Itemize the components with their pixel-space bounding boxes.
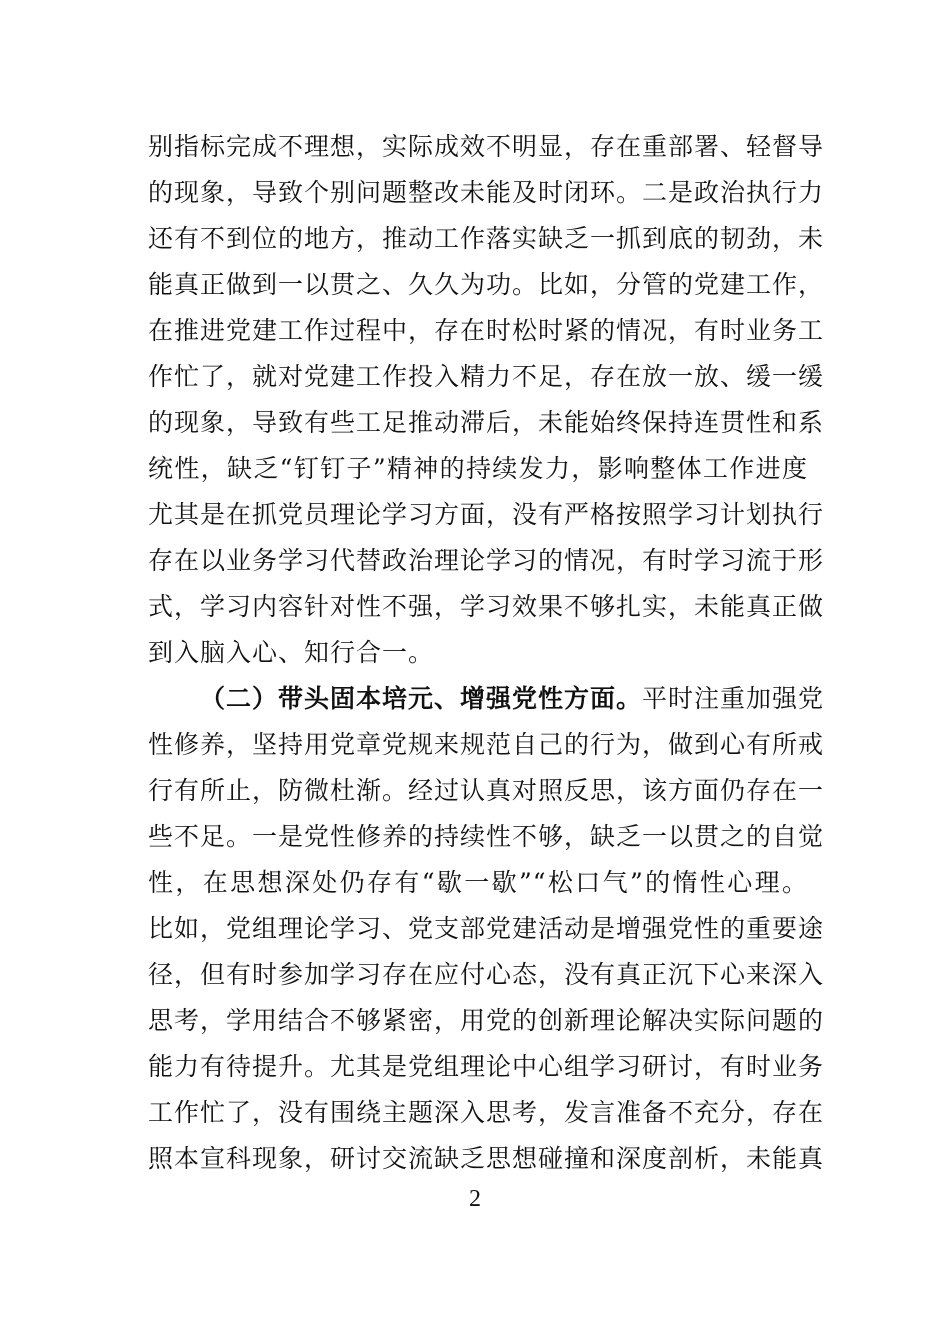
paragraph-line: 尤其是在抓党员理论学习方面，没有严格按照学习计划执行	[148, 500, 825, 529]
paragraph-line: 作忙了，就对党建工作投入精力不足，存在放一放、缓一缓	[148, 362, 825, 391]
page-number: 2	[469, 1186, 481, 1212]
paragraph-1	[148, 124, 825, 676]
section-heading: （二）带头固本培元、增强党性方面。	[200, 684, 643, 713]
paragraph-line: 些不足。一是党性修养的持续性不够，缺乏一以贯之的自觉	[148, 822, 825, 851]
paragraph-line: 统性，缺乏“钉钉子”精神的持续发力，影响整体工作进度	[148, 454, 808, 483]
paragraph-line: 在推进党建工作过程中，存在时松时紧的情况，有时业务工	[148, 316, 825, 345]
paragraph-line: 行有所止，防微杜渐。经过认真对照反思，该方面仍存在一	[148, 776, 825, 805]
paragraph-line: 能力有待提升。尤其是党组理论中心组学习研讨，有时业务	[148, 1052, 825, 1081]
paragraph-line: 径，但有时参加学习存在应付心态，没有真正沉下心来深入	[148, 960, 825, 989]
paragraph-line: 工作忙了，没有围绕主题深入思考，发言准备不充分，存在	[148, 1098, 825, 1127]
paragraph-line: 的现象，导致个别问题整改未能及时闭环。二是政治执行力	[148, 178, 825, 207]
paragraph-2	[148, 676, 825, 1182]
paragraph-line: 存在以业务学习代替政治理论学习的情况，有时学习流于形	[148, 546, 825, 575]
paragraph-line: 的现象，导致有些工足推动滞后，未能始终保持连贯性和系	[148, 408, 825, 437]
paragraph-line: 性，在思想深处仍存有“歇一歇”“松口气”的惰性心理。	[148, 868, 808, 897]
paragraph-line: 别指标完成不理想，实际成效不明显，存在重部署、轻督导	[148, 132, 825, 161]
paragraph-line: 性修养，坚持用党章党规来规范自己的行为，做到心有所戒	[148, 730, 825, 759]
paragraph-line: 能真正做到一以贯之、久久为功。比如，分管的党建工作，	[148, 270, 825, 299]
paragraph-line: 照本宣科现象，研讨交流缺乏思想碰撞和深度剖析，未能真	[148, 1144, 825, 1173]
paragraph-line: 到入脑入心、知行合一。	[148, 638, 435, 667]
paragraph-line: 比如，党组理论学习、党支部党建活动是增强党性的重要途	[148, 914, 825, 943]
heading-continuation: 平时注重加强党	[642, 684, 825, 713]
document-body	[148, 124, 825, 1182]
paragraph-line: 式，学习内容针对性不强，学习效果不够扎实，未能真正做	[148, 592, 825, 621]
paragraph-first-line	[148, 676, 825, 722]
paragraph-line: 还有不到位的地方，推动工作落实缺乏一抓到底的韧劲，未	[148, 224, 825, 253]
paragraph-line: 思考，学用结合不够紧密，用党的创新理论解决实际问题的	[148, 1006, 825, 1035]
